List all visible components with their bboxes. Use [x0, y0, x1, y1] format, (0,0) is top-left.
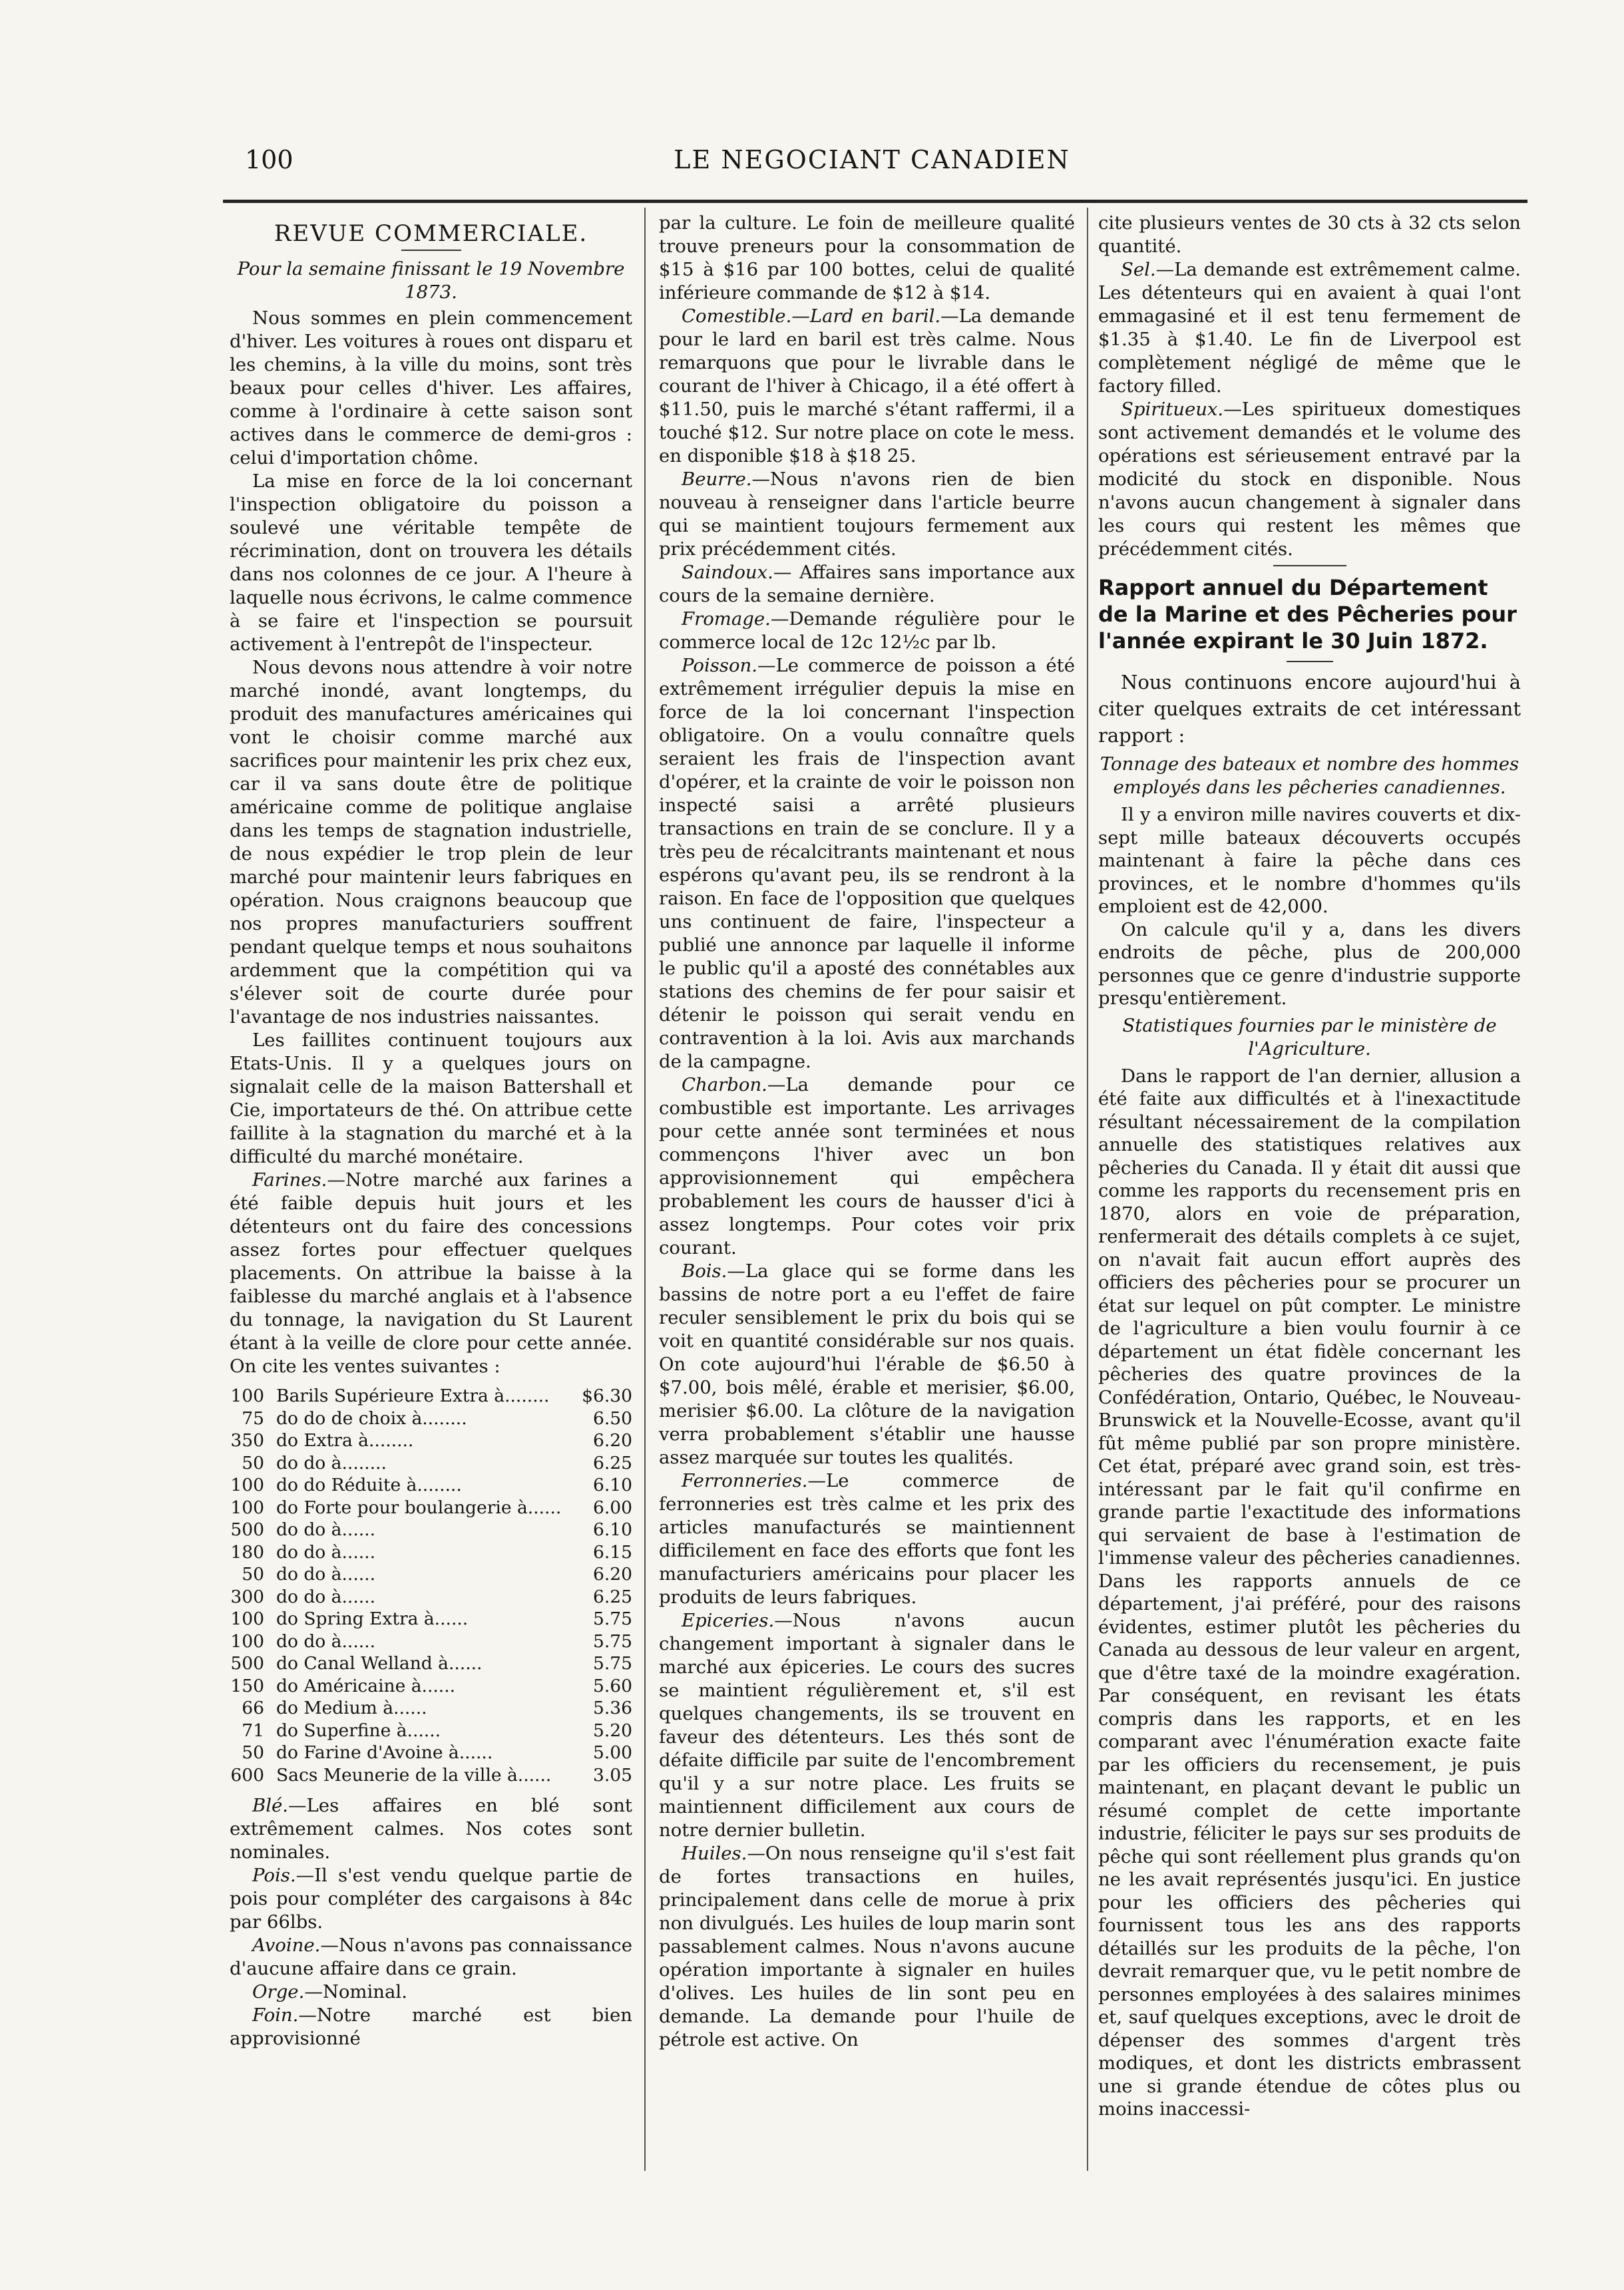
price-qty-cell: 75 — [242, 1408, 264, 1429]
price-row — [230, 1764, 632, 1787]
price-qty-cell: 50 — [242, 1452, 264, 1473]
price-price-cell: 6.10 — [592, 1519, 632, 1540]
intro-paragraph: Nous continuons encore aujourd'hui à citer quelques extraits de cet intéressant rapport : — [1098, 671, 1521, 747]
price-qty-cell: 66 — [242, 1698, 264, 1718]
price-desc-cell: do Farine d'Avoine à...... — [276, 1742, 493, 1763]
charbon-paragraph: Charbon.—La demande pour ce combustible est importante. Les arrivages pour cette année sont terminées et nous commençons l'hiver avec un bon approvisionnement qui empêchera probablement les cours de hausser d'ici à assez longtemps. Pour cotes voir prix courant. — [659, 1074, 1075, 1258]
price-table — [230, 1385, 632, 1786]
price-price-cell: 6.20 — [592, 1564, 632, 1585]
price-price-cell: 5.75 — [592, 1609, 632, 1629]
price-row — [230, 1675, 632, 1698]
running-title: LE NEGOCIANT CANADIEN — [674, 145, 1070, 174]
beurre-paragraph: Beurre.—Nous n'avons rien de bien nouveau à renseigner dans l'article beurre qui se maintient toujours fermement aux prix précédemment cités. — [659, 469, 1075, 560]
price-row — [230, 1742, 632, 1764]
price-desc-cell: do do à...... — [276, 1586, 376, 1607]
avoine-paragraph: Avoine.—Nous n'avons pas connaissance d'aucune affaire dans ce grain. — [230, 1935, 632, 1979]
price-qty-cell: 500 — [230, 1519, 264, 1540]
price-desc-cell: do do Réduite à........ — [276, 1475, 462, 1495]
price-price-cell: 5.36 — [592, 1698, 632, 1718]
report-title: Rapport annuel du Département de la Marine et des Pêcheries pour l'année expirant le 30 Juin 1872. — [1098, 575, 1517, 654]
price-row — [230, 1408, 632, 1430]
price-qty-cell: 300 — [230, 1586, 264, 1607]
price-row — [230, 1497, 632, 1519]
price-desc-cell: do Extra à........ — [276, 1430, 414, 1451]
spiritueux-paragraph: Spiritueux.—Les spiritueux domestiques sont activement demandés et le volume des opérations est sérieusement entravé par la modicité du stock en disponible. Nous n'avons aucun changement à signaler dans les cours qui restent les mêmes que précédemment cités. — [1098, 399, 1521, 560]
price-qty-cell: 100 — [230, 1497, 264, 1518]
paragraph: cite plusieurs ventes de 30 cts à 32 cts selon quantité. — [1098, 212, 1521, 257]
price-price-cell: 5.60 — [592, 1675, 632, 1696]
price-row — [230, 1519, 632, 1541]
section-title: REVUE COMMERCIALE. — [274, 220, 588, 247]
price-qty-cell: 50 — [242, 1564, 264, 1585]
price-price-cell: 5.20 — [592, 1720, 632, 1741]
price-price-cell: 5.75 — [592, 1653, 632, 1674]
column-divider-1 — [644, 208, 646, 2171]
lead-word: Farines. — [252, 1169, 327, 1191]
price-row — [230, 1430, 632, 1452]
paragraph: Nous devons nous attendre à voir notre marché inondé, avant longtemps, du produit des manufactures américaines qui vont le choisir comme marché aux sacrifices pour maintenir les prix chez eux, car il va sans doute être de politique américaine comme de politique anglaise dans les temps de stagnation industrielle, de nous expédier le trop plein de leur marché pour maintenir leurs fabriques en opération. Nous craignons beaucoup que nos propres manufacturiers souffrent pendant quelque temps et nous souhaitons ardemment que la compétition qui va s'élever soit de courte durée pour l'avantage de nos industries naissantes. — [230, 657, 632, 1028]
price-qty-cell: 100 — [230, 1386, 264, 1406]
price-desc-cell: do Superfine à...... — [276, 1720, 441, 1741]
paragraph: Il y a environ mille navires couverts et dix-sept mille bateaux découverts occupés maintenant à faire la pêche dans ces provinces, et le nombre d'hommes qu'ils emploient est de 42,000. — [1098, 804, 1521, 917]
fromage-paragraph: Fromage.—Demande régulière pour le commerce local de 12c 12½c par lb. — [659, 608, 1075, 653]
price-desc-cell: do do à...... — [276, 1564, 376, 1585]
price-row — [230, 1563, 632, 1586]
price-row — [230, 1630, 632, 1653]
paragraph: Les faillites continuent toujours aux Etats-Unis. Il y a quelques jours on signalait celle de la maison Battershall et Cie, importateurs de thé. On attribue cette faillite à la stagnation du marché et à la difficulté du marché monétaire. — [230, 1030, 632, 1167]
saindoux-paragraph: Saindoux.— Affaires sans importance aux cours de la semaine dernière. — [659, 562, 1075, 606]
price-desc-cell: do do à...... — [276, 1519, 376, 1540]
price-row — [230, 1608, 632, 1630]
subheading: Tonnage des bateaux et nombre des hommes employés dans les pêcheries canadiennes. — [1100, 753, 1520, 798]
price-desc-cell: Barils Supérieure Extra à........ — [276, 1386, 550, 1406]
section-rule — [1273, 565, 1346, 566]
price-desc-cell: do Spring Extra à...... — [276, 1609, 469, 1629]
price-qty-cell: 100 — [230, 1630, 264, 1652]
subheading: Statistiques fournies par le ministère de l'Agriculture. — [1122, 1014, 1497, 1059]
price-qty-cell: 150 — [230, 1675, 264, 1696]
price-qty-cell: 71 — [242, 1720, 264, 1741]
paragraph: On calcule qu'il y a, dans les divers endroits de pêche, plus de 200,000 personnes que ce genre d'industrie supporte presqu'entièrement. — [1098, 918, 1521, 1009]
price-price-cell: 6.50 — [592, 1408, 632, 1429]
price-price-cell: 3.05 — [592, 1764, 632, 1786]
column-2 — [659, 212, 1075, 2052]
sel-paragraph: Sel.—La demande est extrêmement calme. Les détenteurs qui en avaient à quai l'ont emmagasiné et il est tenu fermement de $1.35 à $1.40. Le fin de Liverpool est complètement négligé de même que le factory filled. — [1098, 259, 1521, 397]
foin-paragraph: Foin.—Notre marché est bien approvisionné — [230, 2004, 632, 2049]
price-price-cell: 6.25 — [592, 1586, 632, 1607]
price-desc-cell: Sacs Meunerie de la ville à...... — [276, 1764, 552, 1786]
price-price-cell: 5.00 — [592, 1742, 632, 1763]
price-price-cell: 6.25 — [592, 1452, 632, 1473]
paragraph: par la culture. Le foin de meilleure qualité trouve preneurs pour la consommation de $15 à $16 par 100 bottes, celui de qualité inférieure commande de $12 à $14. — [659, 212, 1075, 303]
dateline: Pour la semaine finissant le 19 Novembre 1873. — [237, 258, 625, 303]
price-row — [230, 1385, 632, 1408]
price-row — [230, 1541, 632, 1564]
price-desc-cell: do do à...... — [276, 1630, 376, 1652]
price-price-cell: 6.20 — [592, 1430, 632, 1451]
price-qty-cell: 350 — [230, 1430, 264, 1451]
title-rule — [401, 250, 461, 251]
price-row — [230, 1720, 632, 1742]
price-row — [230, 1474, 632, 1497]
price-row — [230, 1452, 632, 1475]
page-header — [233, 145, 1511, 185]
price-desc-cell: do do à...... — [276, 1541, 376, 1563]
paragraph: Dans le rapport de l'an dernier, allusion a été faite aux difficultés et à l'inexactitude résultant nécessairement de la compilation annuelle des statistiques relatives aux pêcheries du Canada. Il y était dit aussi que comme les rapports du recensement pris en 1870, alors en voie de préparation, renfermerait des détails complets à ce sujet, on n'avait fait aucun effort auprès des officiers des pêcheries pour se procurer un état sur lequel on pût compter. Le ministre de l'agriculture a bien voulu fournir à ce département un état fidèle concernant les pêcheries des quatre provinces de la Confédération, Ontario, Québec, le Nouveau-Brunswick et la Nouvelle-Ecosse, avant qu'il fût même publié par son propre ministère. Cet état, préparé avec grand soin, est très-intéressant par le fait qu'il confirme en grande partie l'exactitude des informations qui servaient de base à l'estimation de l'immense valeur des pêcheries canadiennes. Dans les rapports annuels de ce département, j'ai préféré, pour des raisons évidentes, estimer plutôt les pêcheries du Canada au dessous de leur valeur en argent, que d'être taxé de la moindre exagération. Par conséquent, en revisant les états compris dans les rapports, et en les comparant avec l'énumération exacte faite par les officiers du recensement, je puis maintenant, en plaçant devant le public un résumé complet de cette importante industrie, féliciter le pays sur ses produits de pêche qui sont réellement plus grands qu'on ne les avait représentés jusqu'ici. En justice pour les officiers des pêcheries qui fournissent tous les ans des rapports détaillés sur les produits de la pêche, l'on devrait remarquer que, vu le petit nombre de personnes employées à des salaires minimes et, sauf quelques exceptions, avec le droit de dépenser des sommes d'argent très modiques, et dont les districts embrassent une si grande étendue de côtes plus ou moins inaccessi- — [1098, 1065, 1521, 2120]
price-price-cell: $6.30 — [582, 1386, 632, 1406]
price-desc-cell: do Forte pour boulangerie à...... — [276, 1497, 562, 1518]
paragraph: La mise en force de la loi concernant l'inspection obligatoire du poisson a soulevé une véritable tempête de récrimination, dont on trouvera les détails dans nos colonnes de ce jour. A l'heure à laquelle nous écrivons, le calme commence à se faire et l'inspection se poursuit activement à l'entrepôt de l'inspecteur. — [230, 471, 632, 655]
comestible-paragraph: Comestible.—Lard en baril.—La demande pour le lard en baril est très calme. Nous remarquons que pour le livrable dans le courant de l'hiver à Chicago, il a été offert à $11.50, puis le marché s'étant raffermi, il a touché $12. Sur notre place on cote le mess. en disponible $18 à $18 25. — [659, 305, 1075, 467]
report-title-rule — [1287, 661, 1333, 662]
bois-paragraph: Bois.—La glace qui se forme dans les bassins de notre port a eu l'effet de faire reculer sensiblement le prix du bois qui se voit en quantité considérable sur nos quais. On cote aujourd'hui l'érable de $6.50 à $7.00, bois mêlé, érable et merisier, $6.00, merisier $6.00. La clôture de la navigation verra probablement s'établir une hausse assez marquée sur toutes les qualités. — [659, 1260, 1075, 1468]
price-desc-cell: do Canal Welland à...... — [276, 1653, 483, 1674]
poisson-paragraph: Poisson.—Le commerce de poisson a été extrêmement irrégulier depuis la mise en force de la loi concernant l'inspection obligatoire. On a voulu connaître quels seraient les frais de l'inspection avant d'opérer, et la crainte de voir le poisson non inspecté saisi a arrêté plusieurs transactions en train de se conclure. Il y a très peu de récalcitrants maintenant et nous espérons qu'avant peu, ils se rendront à la raison. En face de l'opposition que quelques uns continuent de faire, l'inspecteur a publié une annonce par laquelle il informe le public qu'il a aposté des connétables aux stations des chemins de fer pour saisir et détenir le poisson qui serait vendu en contravention à la loi. Avis aux marchands de la campagne. — [659, 655, 1075, 1072]
column-3 — [1098, 212, 1521, 2121]
orge-paragraph: Orge.—Nominal. — [252, 1981, 407, 2003]
ferronneries-paragraph: Ferronneries.—Le commerce de ferronneries est très calme et les prix des articles manufacturés se maintiennent difficilement en face des efforts que font les manufacturiers américains pour placer les produits de leurs fabriques. — [659, 1470, 1075, 1608]
price-desc-cell: do do de choix à........ — [276, 1408, 467, 1429]
price-price-cell: 6.10 — [592, 1475, 632, 1495]
price-qty-cell: 100 — [230, 1475, 264, 1495]
price-desc-cell: do do à........ — [276, 1452, 387, 1473]
epiceries-paragraph: Epiceries.—Nous n'avons aucun changement important à signaler dans le marché aux épiceries. Le cours des sucres se maintient régulièrement et, s'il est quelques changements, ils se trouvent en faveur des détenteurs. Les thés sont de défaite difficile par suite de l'encombrement qu'il y a sur notre place. Les fruits se maintiennent difficilement aux cours de notre dernier bulletin. — [659, 1610, 1075, 1841]
farines-paragraph: Farines.—Notre marché aux farines a été faible depuis huit jours et les détenteurs ont du faire des concessions assez fortes pour effectuer quelques placements. On attribue la baisse à la faiblesse du marché anglais et à l'absence du tonnage, la navigation du St Laurent étant à la veille de clore pour cette année. On cite les ventes suivantes : — [230, 1169, 632, 1377]
price-desc-cell: do Américaine à...... — [276, 1675, 456, 1696]
price-price-cell: 6.15 — [592, 1541, 632, 1563]
header-rule — [223, 200, 1527, 203]
price-qty-cell: 50 — [242, 1742, 264, 1763]
price-qty-cell: 100 — [230, 1609, 264, 1629]
pois-paragraph: Pois.—Il s'est vendu quelque partie de pois pour compléter des cargaisons à 84c par 66lbs. — [230, 1865, 632, 1933]
price-desc-cell: do Medium à...... — [276, 1698, 427, 1718]
page-number: 100 — [245, 145, 294, 174]
huiles-paragraph: Huiles.—On nous renseigne qu'il s'est fait de fortes transactions en huiles, principalement dans celle de morue à prix non divulgués. Les huiles de loup marin sont passablement calmes. Nous n'avons aucune opération importante à signaler en huiles d'olives. Les huiles de lin sont peu en demande. La demande pour l'huile de pétrole est active. On — [659, 1843, 1075, 2050]
price-qty-cell: 500 — [230, 1653, 264, 1674]
column-1 — [230, 212, 632, 2050]
price-price-cell: 5.75 — [592, 1630, 632, 1652]
column-divider-2 — [1087, 208, 1088, 2171]
ble-paragraph: Blé.—Les affaires en blé sont extrêmement calmes. Nos cotes sont nominales. — [230, 1795, 632, 1863]
price-price-cell: 6.00 — [592, 1497, 632, 1518]
price-row — [230, 1586, 632, 1609]
price-qty-cell: 600 — [230, 1764, 264, 1786]
price-qty-cell: 180 — [230, 1541, 264, 1563]
paragraph: Nous sommes en plein commencement d'hiver. Les voitures à roues ont disparu et les chemins, à la ville du moins, sont très beaux pour celles d'hiver. Les affaires, comme à l'ordinaire à cette saison sont actives dans le commerce de demi-gros : celui d'importation chôme. — [230, 307, 632, 469]
price-row — [230, 1652, 632, 1675]
price-row — [230, 1697, 632, 1720]
